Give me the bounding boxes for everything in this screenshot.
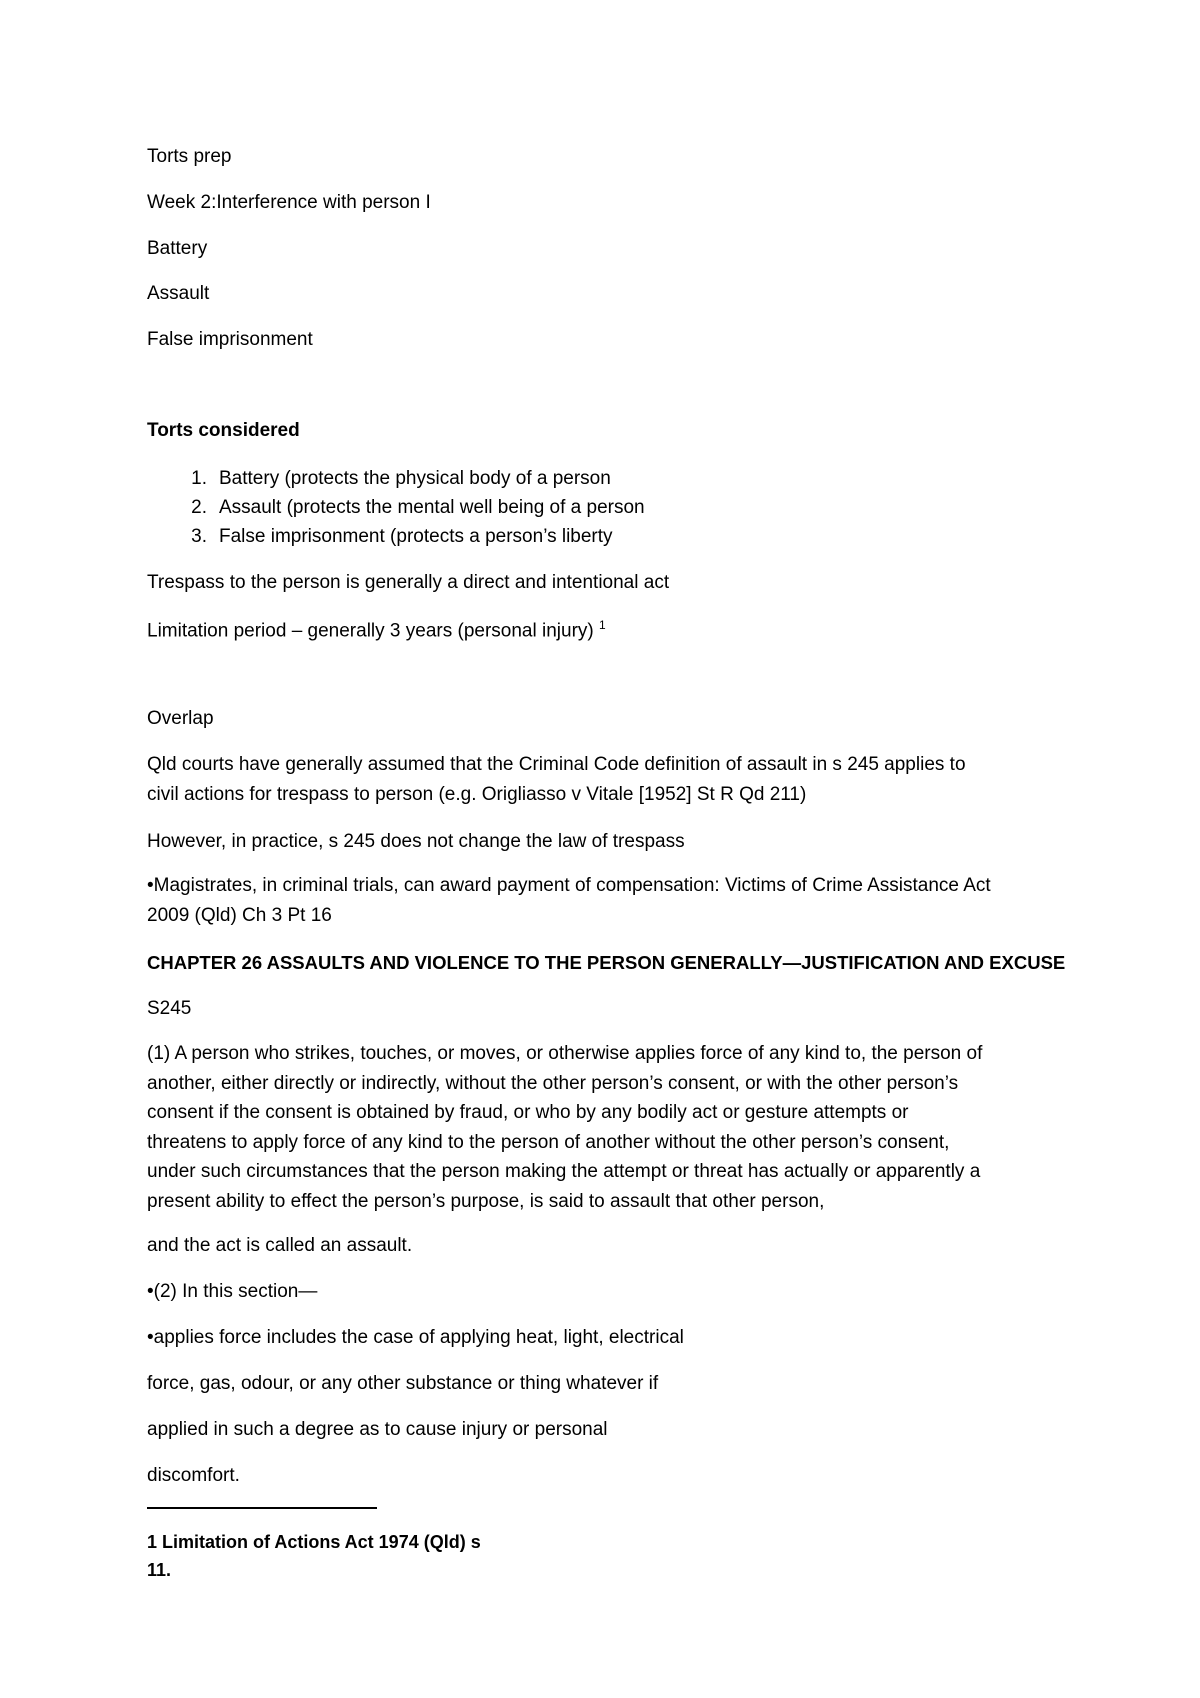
- section-245-1: [147, 1039, 1087, 1217]
- trespass-statement: Trespass to the person is generally a direct and intentional act: [147, 572, 670, 593]
- torts-list: [147, 464, 645, 551]
- footnote-line-2: 11.: [147, 1560, 172, 1580]
- list-item: [147, 493, 645, 522]
- paragraph-line: consent if the consent is obtained by fraud, or who by any bodily act or gesture attempts or: [147, 1102, 909, 1124]
- overlap-heading: Overlap: [147, 708, 214, 729]
- list-text: False imprisonment (protects a person’s liberty: [219, 526, 613, 547]
- chapter-heading: CHAPTER 26 ASSAULTS AND VIOLENCE TO THE PERSON GENERALLY—JUSTIFICATION AND EXCUSE: [147, 952, 1066, 973]
- paragraph-line: 2009 (Qld) Ch 3 Pt 16: [147, 904, 332, 926]
- torts-considered-heading: Torts considered: [147, 420, 300, 441]
- topic-false-imprisonment: False imprisonment: [147, 329, 313, 350]
- paragraph-line: present ability to effect the person’s purpose, is said to assault that other person,: [147, 1190, 825, 1212]
- overlap-paragraph-2: However, in practice, s 245 does not change the law of trespass: [147, 831, 685, 852]
- applies-force-line-4: discomfort.: [147, 1465, 240, 1486]
- overlap-paragraph-1: [147, 750, 1087, 809]
- applies-force-line-2: force, gas, odour, or any other substance or thing whatever if: [147, 1373, 659, 1394]
- section-label: S245: [147, 998, 192, 1019]
- list-item: [147, 522, 645, 551]
- footnote-ref: 1: [599, 618, 606, 632]
- limitation-text: Limitation period – generally 3 years (personal injury): [147, 620, 600, 642]
- list-number: 3 .: [147, 522, 207, 551]
- doc-title: Torts prep: [147, 146, 232, 167]
- applies-force-line-3: applied in such a degree as to cause injury or personal: [147, 1419, 608, 1440]
- week-subtitle: Week 2:Interference with person I: [147, 192, 431, 213]
- list-item: [147, 464, 645, 493]
- paragraph-line: threatens to apply force of any kind to the person of another without the other person’s consent,: [147, 1131, 950, 1153]
- overlap-paragraph-3: [147, 871, 1087, 930]
- section-conclusion: and the act is called an assault.: [147, 1235, 413, 1256]
- topic-battery: Battery: [147, 238, 208, 259]
- limitation-period: [147, 618, 606, 642]
- paragraph-line: Qld courts have generally assumed that the Criminal Code definition of assault in s 245 applies to: [147, 754, 966, 775]
- topic-assault: Assault: [147, 283, 210, 304]
- footnote-divider: [147, 1507, 377, 1509]
- list-text: Battery (protects the physical body of a person: [219, 468, 611, 489]
- subsection-2: •(2) In this section—: [147, 1281, 318, 1302]
- footnote-line-1: 1 Limitation of Actions Act 1974 (Qld) s: [147, 1532, 481, 1552]
- paragraph-line: (1) A person who strikes, touches, or moves, or otherwise applies force of any kind to, the person of: [147, 1043, 983, 1064]
- list-text: Assault (protects the mental well being of a person: [219, 497, 645, 518]
- paragraph-line: •Magistrates, in criminal trials, can award payment of compensation: Victims of Crime Assistance Act: [147, 875, 991, 896]
- paragraph-line: another, either directly or indirectly, without the other person’s consent, or with the other person’s: [147, 1072, 959, 1094]
- list-number: 1 .: [147, 464, 207, 493]
- applies-force-line-1: •applies force includes the case of applying heat, light, electrical: [147, 1327, 684, 1348]
- paragraph-line: civil actions for trespass to person (e.g. Origliasso v Vitale [1952] St R Qd 211): [147, 783, 807, 805]
- list-number: 2 .: [147, 493, 207, 522]
- paragraph-line: under such circumstances that the person making the attempt or threat has actually or apparently a: [147, 1161, 981, 1183]
